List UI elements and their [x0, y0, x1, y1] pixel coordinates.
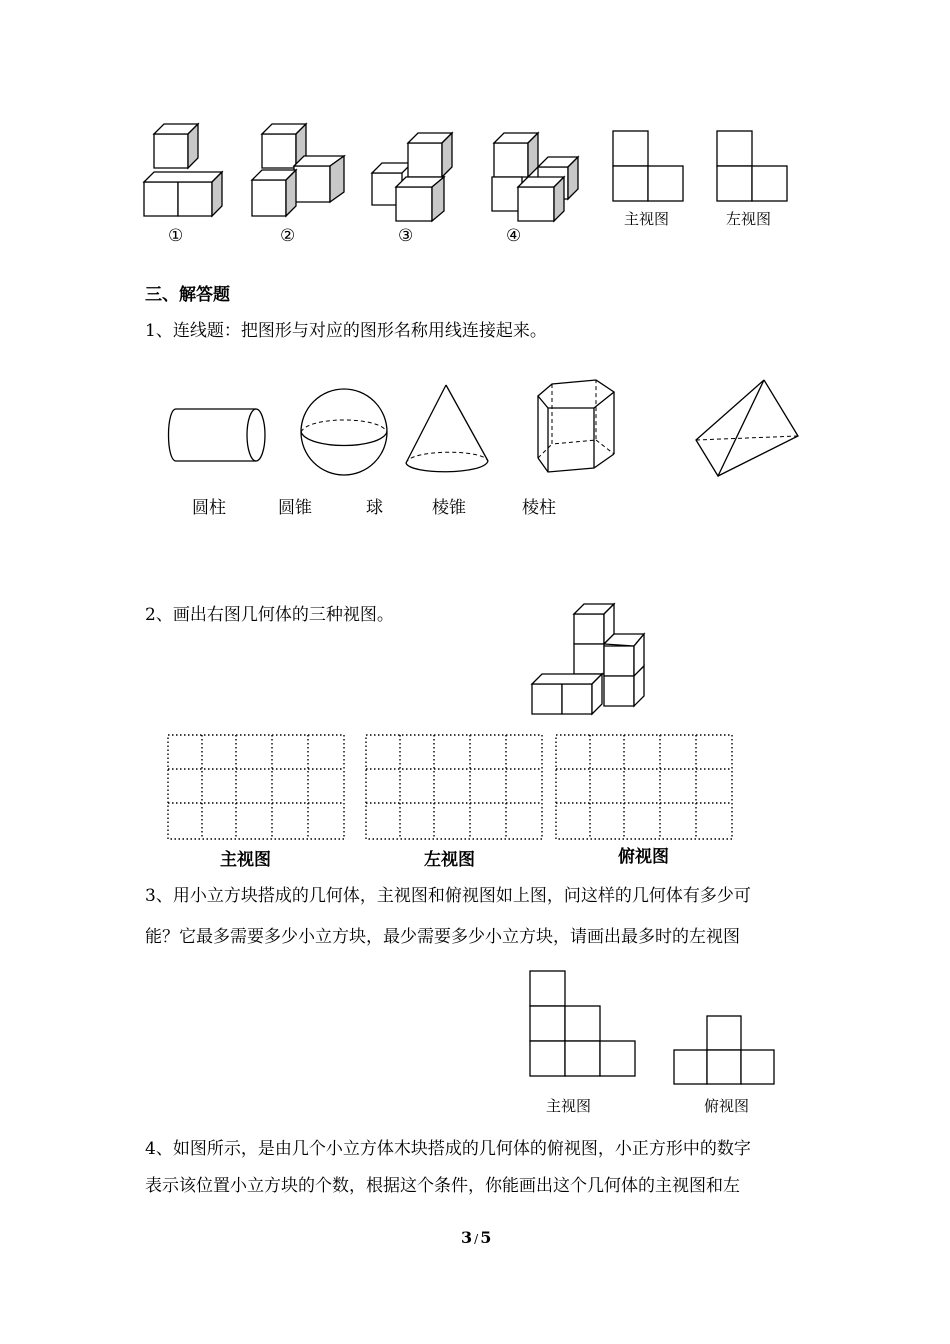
- q3-text-line2: 能？它最多需要多少小立方块，最少需要多少小立方块，请画出最多时的左视图: [145, 927, 740, 947]
- name-sphere: 球: [366, 498, 383, 518]
- page-total: 5: [480, 1228, 492, 1247]
- left-view-label: 左视图: [726, 210, 772, 228]
- section-title: 三、解答题: [145, 285, 230, 305]
- grid-label-main: 主视图: [220, 850, 271, 870]
- q4-text-line1: 4、如图所示，是由几个小立方体木块搭成的几何体的俯视图，小正方形中的数字: [145, 1139, 751, 1159]
- grid-label-top: 俯视图: [618, 847, 669, 867]
- name-pyramid: 棱锥: [432, 498, 466, 518]
- q3-main-view: [528, 969, 638, 1079]
- prism-figure: [534, 378, 624, 478]
- figure-4-cubes: [488, 125, 583, 225]
- figure-3-cubes: [368, 125, 463, 225]
- left-view-diagram: [716, 130, 791, 205]
- cone-figure: [402, 383, 497, 478]
- grid-top-view[interactable]: [554, 733, 736, 843]
- figure-label-1: ①: [168, 226, 184, 246]
- page-current: 3: [461, 1228, 473, 1247]
- q3-top-view: [672, 1014, 778, 1088]
- sphere-figure: [298, 388, 393, 478]
- figure-2-cubes: [248, 120, 348, 220]
- cylinder-figure: [168, 405, 268, 465]
- name-cylinder: 圆柱: [192, 498, 226, 518]
- figure-label-2: ②: [280, 226, 296, 246]
- page-separator: /: [474, 1232, 479, 1246]
- q3-main-view-label: 主视图: [546, 1097, 592, 1115]
- pyramid-figure: [694, 378, 804, 480]
- name-cone: 圆锥: [278, 498, 312, 518]
- main-view-diagram: [612, 130, 687, 205]
- main-view-label: 主视图: [624, 210, 670, 228]
- q1-text: 1、连线题：把图形与对应的图形名称用线连接起来。: [145, 321, 547, 341]
- q2-solid-figure: [528, 598, 653, 720]
- q2-text: 2、画出右图几何体的三种视图。: [145, 605, 394, 625]
- figure-label-4: ④: [506, 226, 522, 246]
- figure-label-3: ③: [398, 226, 414, 246]
- q4-text-line2: 表示该位置小立方块的个数，根据这个条件，你能画出这个几何体的主视图和左: [145, 1176, 740, 1196]
- name-prism: 棱柱: [522, 498, 556, 518]
- grid-left-view[interactable]: [364, 733, 546, 843]
- grid-label-left: 左视图: [424, 850, 475, 870]
- page-number: [461, 1230, 491, 1246]
- q3-text-line1: 3、用小立方块搭成的几何体，主视图和俯视图如上图，问这样的几何体有多少可: [145, 886, 751, 906]
- figure-1-cubes: [140, 120, 230, 220]
- q3-top-view-label: 俯视图: [704, 1097, 750, 1115]
- grid-main-view[interactable]: [166, 733, 348, 843]
